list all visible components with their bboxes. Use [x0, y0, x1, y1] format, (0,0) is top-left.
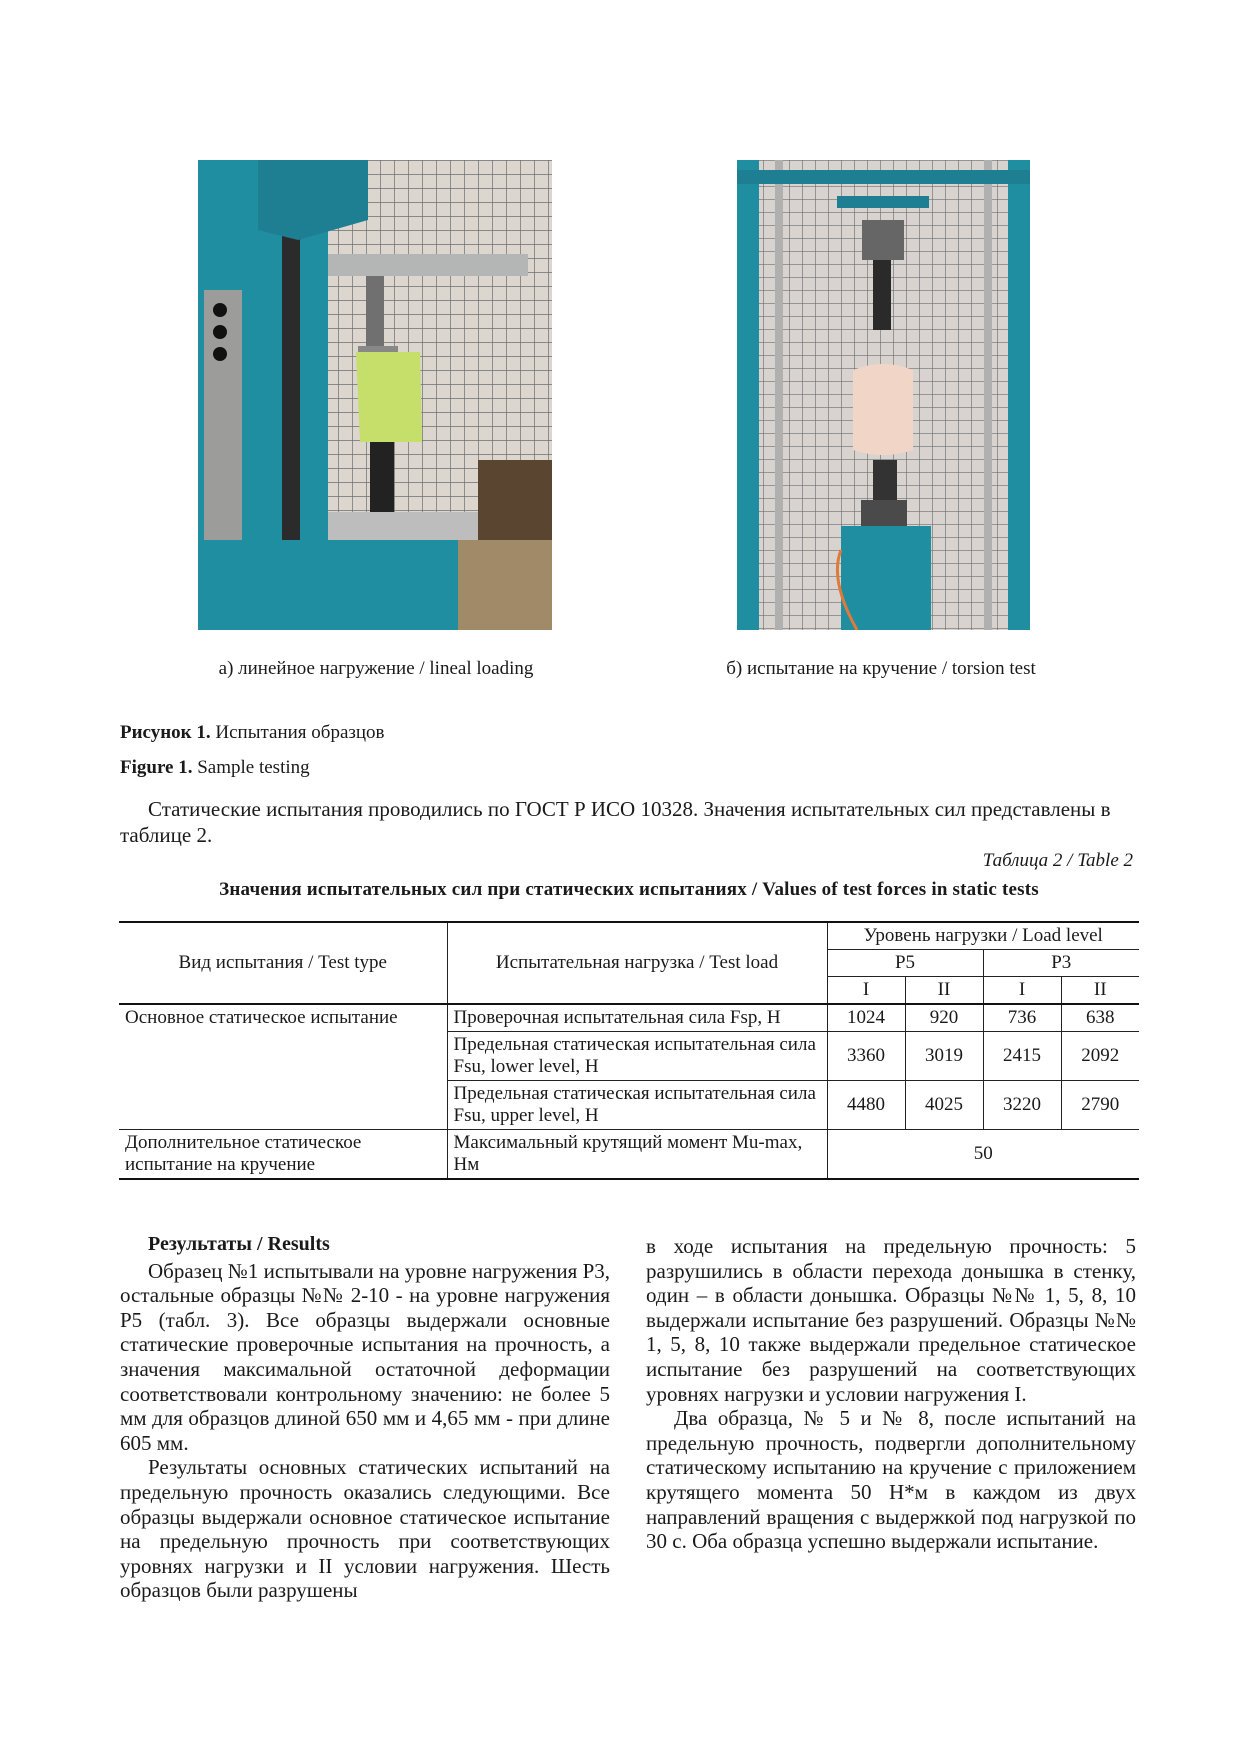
figure-number-en: Figure 1. [120, 757, 193, 778]
header-p3: P3 [983, 950, 1139, 977]
row-test-load: Предельная статическая испытательная сила Fsu, lower level, Н [447, 1032, 827, 1081]
figure-label-en [120, 757, 310, 779]
row-test-type: Основное статическое испытание [119, 1004, 447, 1130]
cell-value: 50 [827, 1130, 1139, 1180]
table-row [119, 1004, 1139, 1032]
cell-value: 638 [1061, 1004, 1139, 1032]
photo-lineal-loading [198, 160, 552, 630]
results-paragraph: Два образца, № 5 и № 8, после испытаний на предельную прочность, подвергли дополнительному статическому испытанию на кручение с приложением крутящего момента 50 Н*м в каждом из двух направлений вращения с выдержкой под нагрузкой по 30 с. Оба образца успешно выдержали испытание. [646, 1406, 1136, 1554]
cell-value: 2415 [983, 1032, 1061, 1081]
row-test-load: Предельная статическая испытательная сила Fsu, upper level, Н [447, 1081, 827, 1130]
photo-torsion-test [737, 160, 1030, 630]
results-paragraph: Образец №1 испытывали на уровне нагружения Р3, остальные образцы №№ 2-10 - на уровне нагружения Р5 (табл. 3). Все образцы выдержали основные статические проверочные испытания на прочность, а значения максимальной остаточной деформации соответствовали контрольному значению: не более 5 мм для образцов длиной 650 мм и 4,65 мм - при длине 605 мм. [120, 1258, 610, 1455]
cell-value: 2092 [1061, 1032, 1139, 1081]
results-paragraph: Результаты основных статических испытаний на предельную прочность оказались следующими. Все образцы выдержали основное статическое испытание на предельную прочность при соответствующих уровнях нагрузки и II условии нагружения. Шесть образцов были разрушены [120, 1455, 610, 1603]
cell-value: 2790 [1061, 1081, 1139, 1130]
table-row [119, 1130, 1139, 1180]
figure-title-ru: Испытания образцов [215, 722, 385, 743]
caption-b: б) испытание на кручение / torsion test [726, 658, 1036, 679]
header-p3-i: I [983, 977, 1061, 1005]
header-test-load: Испытательная нагрузка / Test load [447, 922, 827, 1004]
header-p5-i: I [827, 977, 905, 1005]
results-paragraph: в ходе испытания на предельную прочность: 5 разрушились в области перехода донышка в стенку, один – в области донышка. Образцы №№ 1, 5, 8, 10 выдержали испытание без разрушений. Образцы №№ 1, 5, 8, 10 также выдержали предельное статическое испытание без разрушений на соответствующих уровнях нагрузки и условии нагружения I. [646, 1234, 1136, 1406]
results-column-left [120, 1232, 610, 1603]
intro-paragraph: Статические испытания проводились по ГОСТ Р ИСО 10328. Значения испытательных сил представлены в таблице 2. [120, 797, 1111, 847]
results-column-right [646, 1234, 1136, 1554]
header-p3-ii: II [1061, 977, 1139, 1005]
cell-value: 1024 [827, 1004, 905, 1032]
caption-a: а) линейное нагружение / lineal loading [218, 658, 534, 679]
cell-value: 736 [983, 1004, 1061, 1032]
figure-label-ru [120, 722, 385, 744]
table-title: Значения испытательных сил при статических испытаниях / Values of test forces in static tests [219, 879, 1039, 900]
figure-number-ru: Рисунок 1. [120, 722, 211, 743]
row-test-type: Дополнительное статическое испытание на кручение [119, 1130, 447, 1180]
table-header-row [119, 922, 1139, 950]
test-forces-table [119, 921, 1139, 1180]
cell-value: 4025 [905, 1081, 983, 1130]
header-p5-ii: II [905, 977, 983, 1005]
cell-value: 3220 [983, 1081, 1061, 1130]
header-test-type: Вид испытания / Test type [119, 922, 447, 1004]
table-number: Таблица 2 / Table 2 [982, 850, 1133, 871]
row-test-load: Максимальный крутящий момент Mu-max, Нм [447, 1130, 827, 1180]
cell-value: 920 [905, 1004, 983, 1032]
cell-value: 3019 [905, 1032, 983, 1081]
results-heading: Результаты / Results [148, 1233, 330, 1255]
header-p5: P5 [827, 950, 983, 977]
header-load-level: Уровень нагрузки / Load level [827, 922, 1139, 950]
cell-value: 3360 [827, 1032, 905, 1081]
row-test-load: Проверочная испытательная сила Fsp, Н [447, 1004, 827, 1032]
figure-title-en: Sample testing [197, 757, 310, 778]
cell-value: 4480 [827, 1081, 905, 1130]
